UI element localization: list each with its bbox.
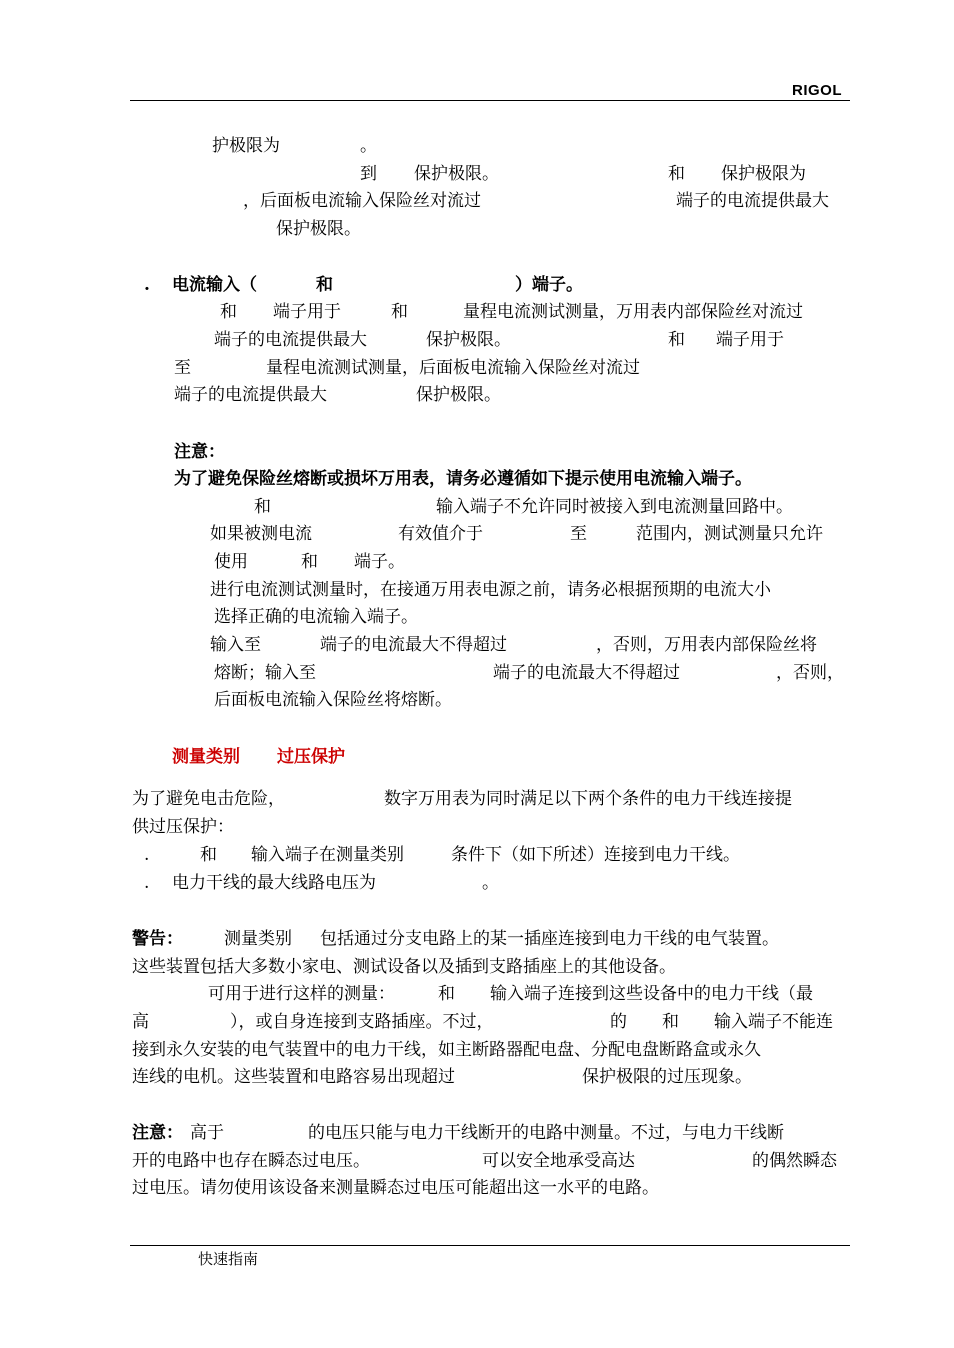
section-title: 和 (316, 275, 333, 295)
text: ，否则，万用表内部保险丝将 (596, 635, 817, 655)
footer-rule (130, 1245, 850, 1246)
text: 和 (220, 302, 237, 322)
text: 量程电流测试测量，万用表内部保险丝对流过 (463, 302, 803, 322)
text: 后面板电流输入保险丝将熔断。 (214, 690, 452, 710)
text: 供过压保护： (132, 817, 234, 837)
text: 端子用于 (716, 330, 784, 350)
text: 。 (360, 136, 377, 156)
list-number: . (144, 845, 150, 865)
text: 输入端子不允许同时被接入到电流测量回路中。 (436, 497, 793, 517)
list-number: . (144, 873, 150, 893)
text: 至 (570, 524, 587, 544)
text: 条件下（如下所述）连接到电力干线。 (451, 845, 740, 865)
text: 数字万用表为同时满足以下两个条件的电力干线连接提 (384, 789, 792, 809)
text: 使用 (214, 552, 248, 572)
text: 和 (662, 1012, 679, 1032)
text: 端子的电流提供最大 (174, 385, 327, 405)
text: 如果被测电流 (210, 524, 312, 544)
footer-title: 快速指南 (198, 1250, 259, 1268)
text: 过电压。请勿使用该设备来测量瞬态过电压可能超出这一水平的电路。 (132, 1178, 659, 1198)
text: 和 (391, 302, 408, 322)
note-label: 注意： (132, 1123, 183, 1143)
text: 保护极限为 (721, 164, 806, 184)
text: 输入端子不能连 (714, 1012, 833, 1032)
text: 有效值介于 (398, 524, 483, 544)
text: 可用于进行这样的测量： (208, 984, 395, 1004)
text: 这些装置包括大多数小家电、测试设备以及插到支路插座上的其他设备。 (132, 957, 676, 977)
text: 输入端子在测量类别 (251, 845, 404, 865)
text: 和 (200, 845, 217, 865)
text: 熔断；输入至 (214, 663, 316, 683)
header-rule (130, 100, 850, 101)
text: 选择正确的电流输入端子。 (214, 607, 418, 627)
text: 和 (438, 984, 455, 1004)
text: 量程电流测试测量，后面板电流输入保险丝对流过 (266, 358, 640, 378)
text: 开的电路中也存在瞬态过电压。 (132, 1151, 370, 1171)
text: 和 (668, 164, 685, 184)
text: 连线的电机。这些装置和电路容易出现超过 (132, 1067, 455, 1087)
text: 端子的电流提供最大 (214, 330, 367, 350)
text: 到 (360, 164, 377, 184)
text: 保护极限。 (416, 385, 501, 405)
text: 。 (482, 873, 499, 893)
text: 保护极限。 (414, 164, 499, 184)
text: 的电压只能与电力干线断开的电路中测量。不过，与电力干线断 (308, 1123, 784, 1143)
text: 和 (668, 330, 685, 350)
section-heading: 过压保护 (277, 747, 345, 767)
text: 端子的电流提供最大 (676, 191, 829, 211)
text: ，否则， (776, 663, 844, 683)
text: 保护极限的过压现象。 (582, 1067, 752, 1087)
text: 高于 (190, 1123, 224, 1143)
text: 输入至 (210, 635, 261, 655)
text: 进行电流测试测量时，在接通万用表电源之前，请务必根据预期的电流大小 (210, 580, 771, 600)
text: ，后面板电流输入保险丝对流过 (243, 191, 481, 211)
text: 电力干线的最大线路电压为 (172, 873, 376, 893)
text: 接到永久安装的电气装置中的电力干线，如主断路器配电盘、分配电盘断路盒或永久 (132, 1040, 761, 1060)
note-heading: 为了避免保险丝熔断或损坏万用表，请务必遵循如下提示使用电流输入端子。 (174, 469, 752, 489)
section-title: 电流输入（ (172, 275, 257, 295)
text: 保护极限。 (276, 219, 361, 239)
text: 和 (301, 552, 318, 572)
text: 高 (132, 1012, 149, 1032)
section-title: ）端子。 (515, 275, 583, 295)
text: 和 (254, 497, 271, 517)
text: 端子的电流最大不得超过 (493, 663, 680, 683)
text: 端子。 (354, 552, 405, 572)
text: 护极限为 (212, 136, 280, 156)
text: 输入端子连接到这些设备中的电力干线（最 (490, 984, 813, 1004)
text: 至 (174, 358, 191, 378)
text: 的 (610, 1012, 627, 1032)
text: ），或自身连接到支路插座。不过， (230, 1012, 494, 1032)
text: 范围内，测试测量只允许 (636, 524, 823, 544)
text: 包括通过分支电路上的某一插座连接到电力干线的电气装置。 (320, 929, 779, 949)
text: 可以安全地承受高达 (482, 1151, 635, 1171)
section-number: . (144, 275, 150, 295)
warning-label: 警告： (132, 929, 183, 949)
text: 端子用于 (273, 302, 341, 322)
text: 保护极限。 (426, 330, 511, 350)
brand-logo-text: RIGOL (792, 82, 842, 99)
text: 端子的电流最大不得超过 (320, 635, 507, 655)
note-label: 注意： (174, 442, 225, 462)
section-heading: 测量类别 (172, 747, 240, 767)
text: 测量类别 (224, 929, 292, 949)
text: 为了避免电击危险， (132, 789, 285, 809)
text: 的偶然瞬态 (752, 1151, 837, 1171)
